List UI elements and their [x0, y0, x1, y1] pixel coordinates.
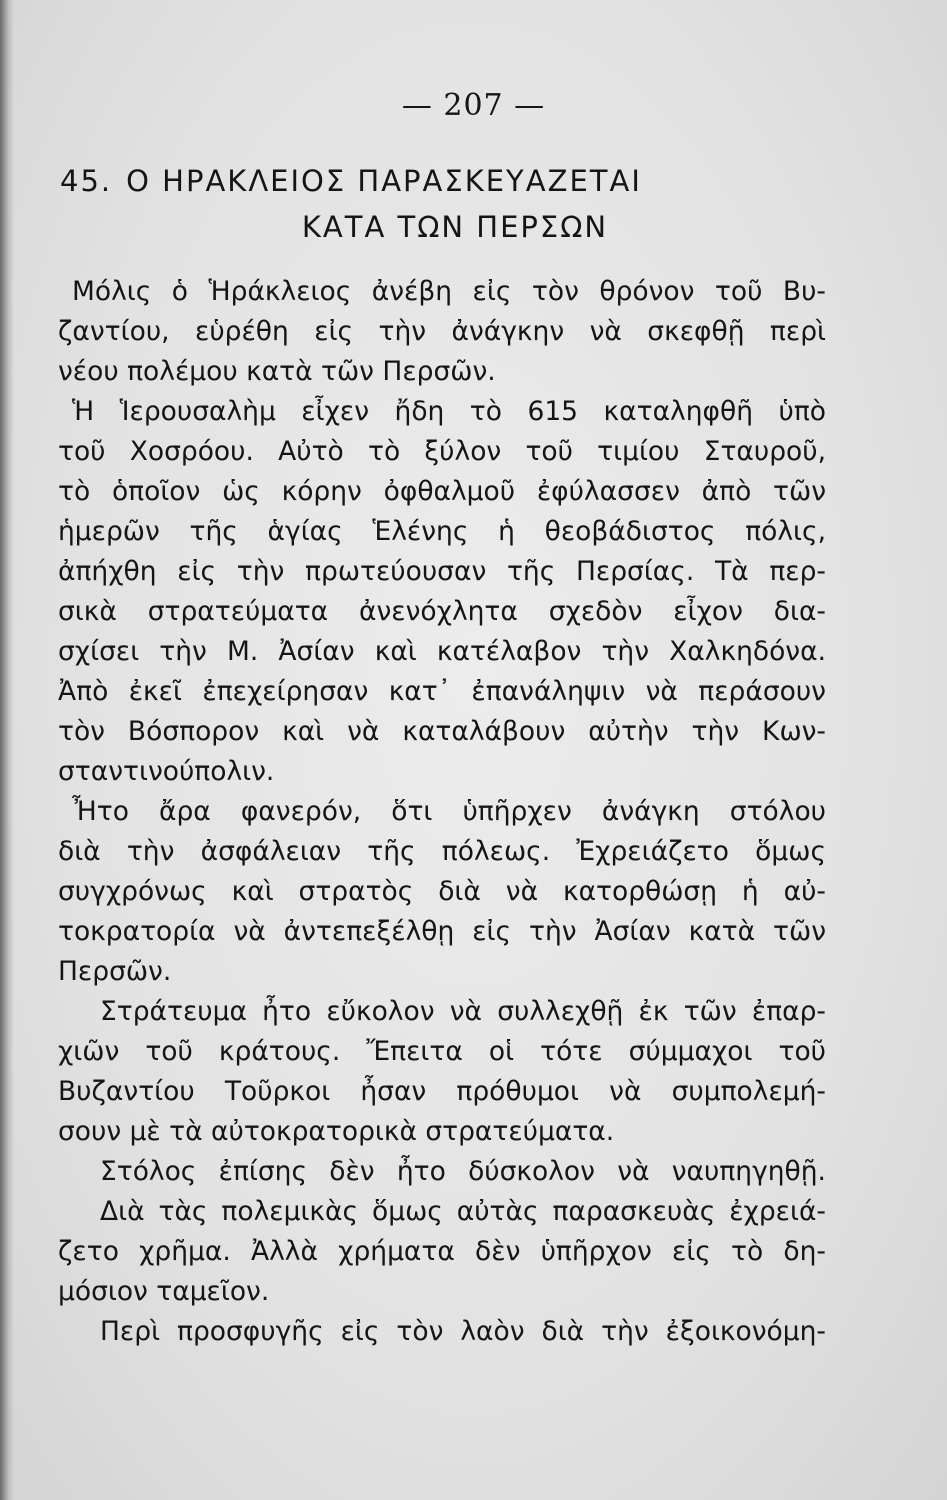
- text-line: σταντινούπολιν.: [58, 756, 275, 787]
- text-line: Βυζαντίου Τοῦρκοι ἦσαν πρόθυμοι νὰ συμπολεμή-: [58, 1076, 826, 1107]
- text-line: Περὶ προσφυγῆς εἰς τὸν λαὸν διὰ τὴν ἐξοικονόμη-: [100, 1316, 826, 1347]
- text-line: σχίσει τὴν Μ. Ἀσίαν καὶ κατέλαβον τὴν Χαλκηδόνα.: [58, 636, 826, 667]
- chapter-title-line-1: Ο ΗΡΑΚΛΕΙΟΣ ΠΑΡΑΣΚΕΥΑΖΕΤΑΙ: [126, 164, 642, 198]
- text-line: σικὰ στρατεύματα ἀνενόχλητα σχεδὸν εἶχον δια-: [58, 596, 826, 627]
- text-line: ζετο χρῆμα. Ἀλλὰ χρήματα δὲν ὑπῆρχον εἰς τὸ δη-: [58, 1236, 826, 1267]
- text-line: τὸ ὁποῖον ὡς κόρην ὀφθαλμοῦ ἐφύλασσεν ἀπὸ τῶν: [58, 476, 826, 507]
- text-line: νέου πολέμου κατὰ τῶν Περσῶν.: [58, 356, 496, 387]
- text-line: χιῶν τοῦ κράτους. Ἔπειτα οἱ τότε σύμμαχοι τοῦ: [58, 1036, 826, 1067]
- page-number: — 207 —: [401, 88, 546, 123]
- text-line: Ἦτο ἄρα φανερόν, ὅτι ὑπῆρχεν ἀνάγκη στόλου: [72, 796, 826, 827]
- body-text: [58, 272, 826, 1352]
- text-line: Στόλος ἐπίσης δὲν ἦτο δύσκολον νὰ ναυπηγηθῇ.: [100, 1156, 826, 1187]
- text-line: ζαντίου, εὑρέθη εἰς τὴν ἀνάγκην νὰ σκεφθῇ περὶ: [58, 316, 826, 347]
- text-line: μόσιον ταμεῖον.: [58, 1276, 270, 1307]
- text-line: σουν μὲ τὰ αὐτοκρατορικὰ στρατεύματα.: [58, 1116, 615, 1147]
- text-line: ἀπήχθη εἰς τὴν πρωτεύουσαν τῆς Περσίας. Τὰ περ-: [58, 556, 826, 587]
- text-line: διὰ τὴν ἀσφάλειαν τῆς πόλεως. Ἐχρειάζετο ὅμως: [58, 836, 826, 867]
- chapter-number: 45.: [60, 164, 113, 198]
- text-line: Ἡ Ἱερουσαλὴμ εἶχεν ἤδη τὸ 615 καταληφθῆ ὑπὸ: [72, 396, 826, 427]
- text-line: Διὰ τὰς πολεμικὰς ὅμως αὐτὰς παρασκευὰς ἐχρειά-: [100, 1196, 826, 1227]
- page-gutter-shadow: [0, 0, 14, 1500]
- text-line: Περσῶν.: [58, 956, 172, 987]
- text-line: τοκρατορία νὰ ἀντεπεξέλθῃ εἰς τὴν Ἀσίαν κατὰ τῶν: [58, 916, 826, 947]
- chapter-title-line-2: ΚΑΤΑ ΤΩΝ ΠΕΡΣΩΝ: [301, 210, 609, 244]
- text-line: τὸν Βόσπορον καὶ νὰ καταλάβουν αὐτὴν τὴν Κων-: [58, 716, 826, 747]
- text-line: ἡμερῶν τῆς ἁγίας Ἑλένης ἡ θεοβάδιστος πόλις,: [58, 516, 826, 547]
- text-line: συγχρόνως καὶ στρατὸς διὰ νὰ κατορθώσῃ ἡ αὐ-: [58, 876, 826, 907]
- chapter-heading: [60, 158, 820, 250]
- text-line: Ἀπὸ ἐκεῖ ἐπεχείρησαν κατ᾽ ἐπανάληψιν νὰ περάσουν: [58, 676, 826, 707]
- text-line: τοῦ Χοσρόου. Αὐτὸ τὸ ξύλον τοῦ τιμίου Σταυροῦ,: [58, 436, 826, 467]
- text-line: Στράτευμα ἦτο εὔκολον νὰ συλλεχθῇ ἐκ τῶν ἐπαρ-: [100, 996, 826, 1027]
- text-line: Μόλις ὁ Ἡράκλειος ἀνέβη εἰς τὸν θρόνον τοῦ Βυ-: [72, 276, 826, 307]
